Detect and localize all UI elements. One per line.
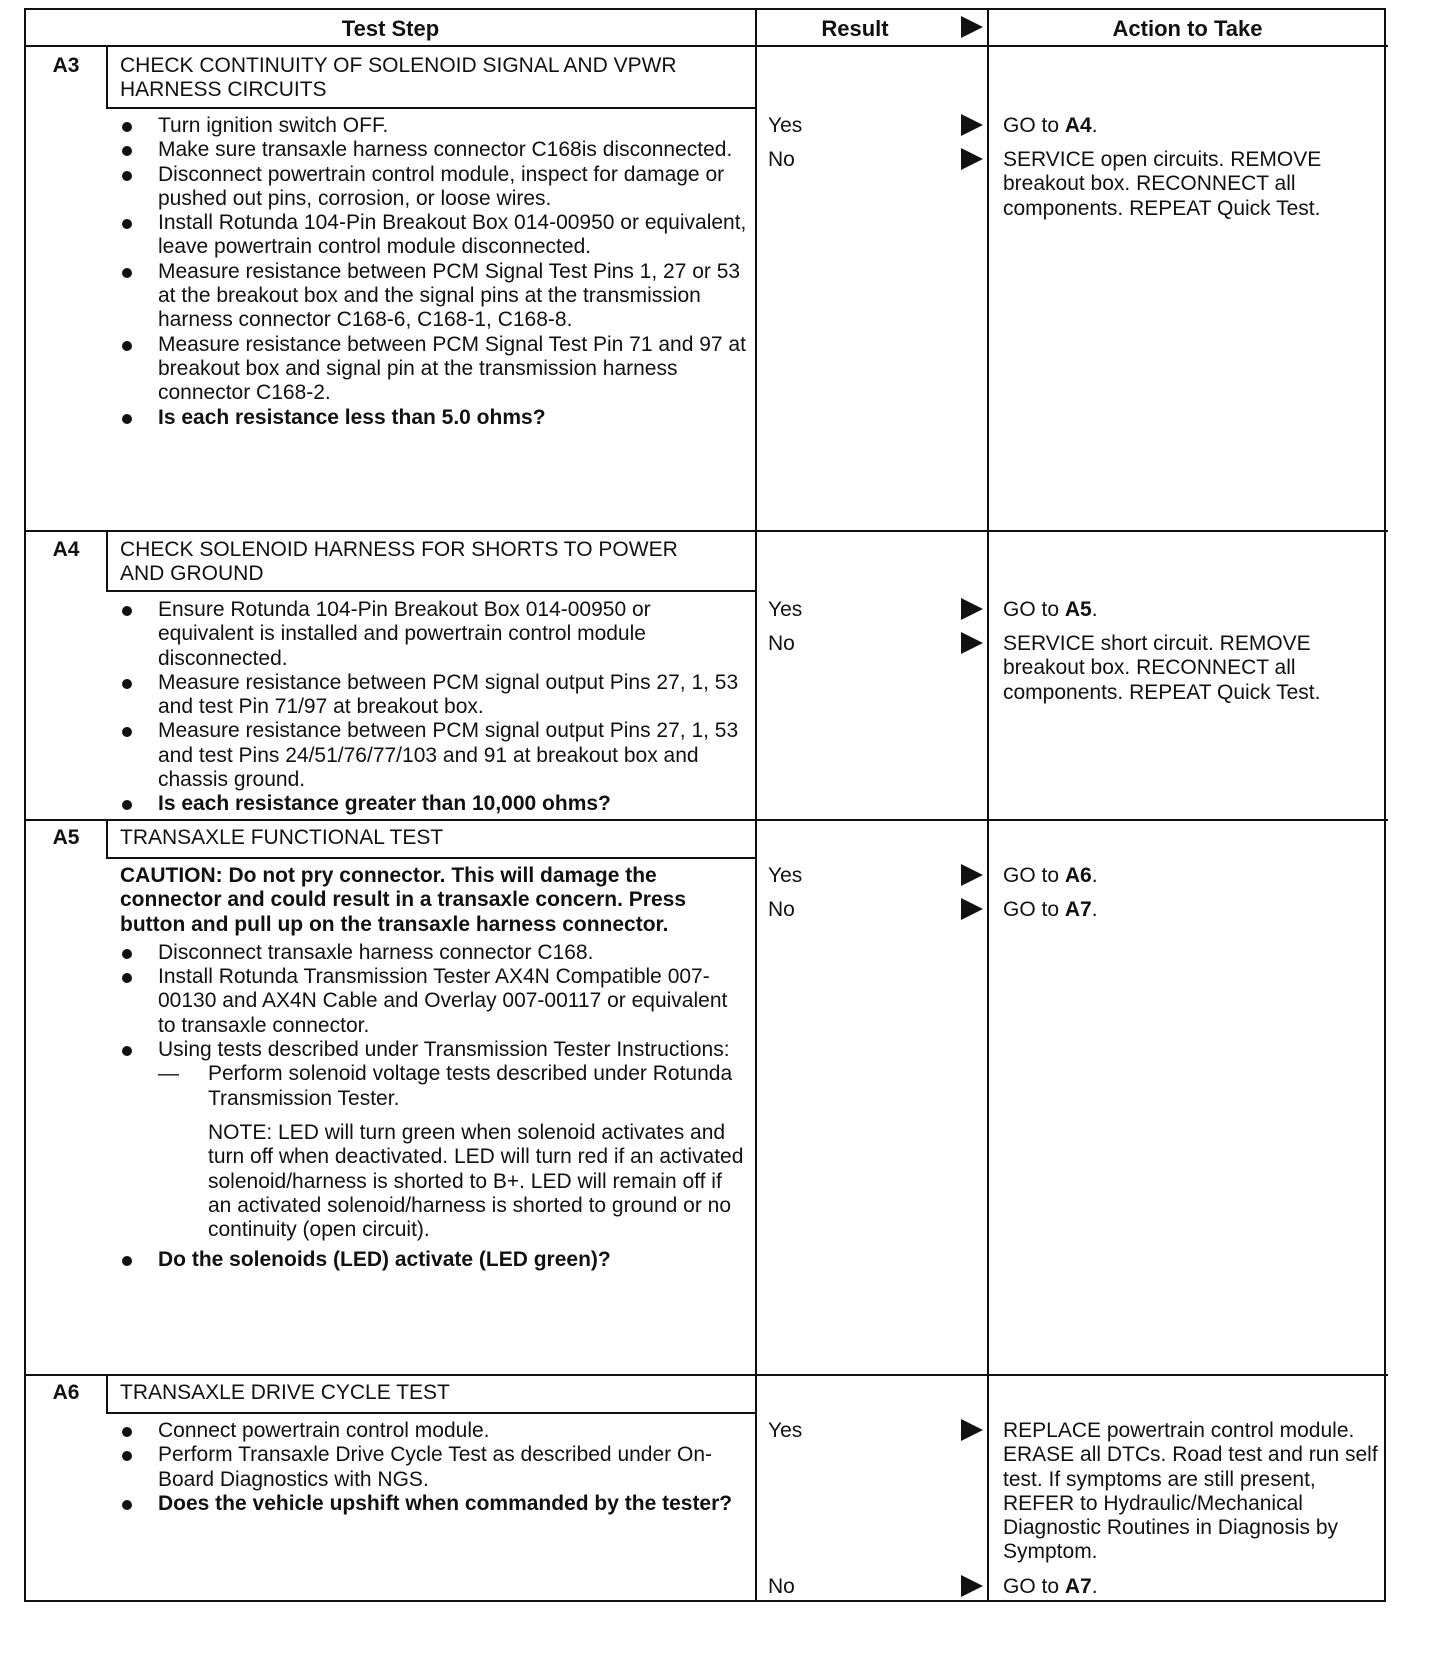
diagnostic-table [24, 8, 1386, 1602]
action-target: A4 [1064, 114, 1092, 137]
list-item: Measure resistance between PCM Signal Test Pins 1, 27 or 53 at the breakout box and the signal pins at the transmission harness connector C168-6, C168-1, C168-8. [120, 260, 750, 333]
list-item: Measure resistance between PCM signal output Pins 27, 1, 53 and test Pins 24/51/76/77/103 and 91 at breakout box and chassis ground. [120, 719, 750, 792]
action-no-a6 [1003, 1575, 1388, 1599]
question-a5: Do the solenoids (LED) activate (LED green)? [120, 1248, 750, 1272]
step-body-a3 [120, 114, 750, 430]
action-text: . [1091, 114, 1098, 137]
action-target: A6 [1064, 864, 1092, 887]
step-body-a5 [120, 864, 750, 1273]
action-text: GO to [1003, 898, 1065, 921]
row-divider-a4 [26, 819, 1388, 821]
step-title-a6: TRANSAXLE DRIVE CYCLE TEST [120, 1381, 450, 1404]
result-no-a6: No [768, 1575, 795, 1598]
list-item: Install Rotunda Transmission Tester AX4N Compatible 007-00130 and AX4N Cable and Overlay 007-00117 or equivalent to transaxle connector. [120, 965, 750, 1038]
result-arrow-icon [961, 114, 983, 136]
result-yes-a3: Yes [768, 114, 803, 137]
result-arrow-icon [961, 148, 983, 170]
result-arrow-icon [961, 598, 983, 620]
sub-item: — Perform solenoid voltage tests described under Rotunda Transmission Tester. [120, 1062, 750, 1111]
list-item: Ensure Rotunda 104-Pin Breakout Box 014-00950 or equivalent is installed and powertrain control module disconnected. [120, 598, 750, 671]
result-no-a3: No [768, 148, 795, 171]
result-arrow-icon [961, 632, 983, 654]
action-text: GO to [1003, 1575, 1065, 1598]
action-yes-a3 [1003, 114, 1388, 138]
list-item: Disconnect transaxle harness connector C168. [120, 941, 750, 965]
action-text: GO to [1003, 114, 1065, 137]
action-target: A5 [1064, 598, 1092, 621]
action-yes-a5 [1003, 864, 1388, 888]
header-result: Result [821, 16, 889, 41]
list-item: Install Rotunda 104-Pin Breakout Box 014-00950 or equivalent, leave powertrain control module disconnected. [120, 211, 750, 260]
result-yes-a6: Yes [768, 1419, 803, 1442]
title-divider-a3 [106, 107, 755, 109]
result-arrow-icon [961, 1419, 983, 1441]
header-divider [26, 45, 1388, 47]
list-item: Measure resistance between PCM Signal Test Pin 71 and 97 at breakout box and signal pin at the transmission harness connector C168-2. [120, 333, 750, 406]
action-text: GO to [1003, 598, 1065, 621]
list-item: Measure resistance between PCM signal output Pins 27, 1, 53 and test Pin 71/97 at breakout box. [120, 671, 750, 720]
id-divider-a6 [106, 1374, 108, 1412]
list-item: Make sure transaxle harness connector C168is disconnected. [120, 138, 750, 162]
id-divider-a3 [106, 45, 108, 107]
header-arrow-icon [961, 16, 983, 38]
step-title-a4: CHECK SOLENOID HARNESS FOR SHORTS TO POWER AND GROUND [120, 538, 678, 585]
row-divider-a5 [26, 1374, 1388, 1376]
result-arrow-icon [961, 1575, 983, 1597]
step-body-a6 [120, 1419, 750, 1516]
step-title-a3: CHECK CONTINUITY OF SOLENOID SIGNAL AND VPWR HARNESS CIRCUITS [120, 54, 677, 101]
col-divider-action [987, 10, 989, 1600]
row-divider-a3 [26, 530, 1388, 532]
result-arrow-icon [961, 864, 983, 886]
result-arrow-icon [961, 898, 983, 920]
question-a6: Does the vehicle upshift when commanded by the tester? [120, 1492, 750, 1516]
step-id-a5: A5 [52, 826, 80, 849]
action-text: . [1091, 898, 1098, 921]
note-text: NOTE: LED will turn green when solenoid activates and turn off when deactivated. LED will turn red if an activated solenoid/harness is shorted to B+. LED will remain off if an activated solenoid/harness is shorted to ground or no continuity (open circuit). [208, 1120, 744, 1242]
result-no-a5: No [768, 898, 795, 921]
action-text: . [1091, 864, 1098, 887]
action-text: . [1091, 598, 1098, 621]
list-item: Using tests described under Transmission Tester Instructions: [120, 1038, 750, 1062]
action-target: A7 [1064, 898, 1092, 921]
step-body-a4 [120, 598, 750, 817]
result-yes-a5: Yes [768, 864, 803, 887]
step-title-a5: TRANSAXLE FUNCTIONAL TEST [120, 826, 444, 849]
action-no-a3: SERVICE open circuits. REMOVE breakout box. RECONNECT all components. REPEAT Quick Test. [1003, 148, 1322, 220]
question-a3: Is each resistance less than 5.0 ohms? [120, 406, 750, 430]
action-text: . [1091, 1575, 1098, 1598]
col-divider-result [755, 10, 757, 1600]
action-no-a4: SERVICE short circuit. REMOVE breakout box. RECONNECT all components. REPEAT Quick Test. [1003, 632, 1321, 704]
action-yes-a4 [1003, 598, 1388, 622]
result-no-a4: No [768, 632, 795, 655]
result-yes-a4: Yes [768, 598, 803, 621]
question-a4: Is each resistance greater than 10,000 ohms? [120, 792, 750, 816]
title-divider-a4 [106, 590, 755, 592]
list-item: Turn ignition switch OFF. [120, 114, 750, 138]
id-divider-a4 [106, 530, 108, 590]
action-target: A7 [1064, 1575, 1092, 1598]
step-id-a6: A6 [52, 1381, 80, 1404]
action-text: GO to [1003, 864, 1065, 887]
title-divider-a5 [106, 857, 755, 859]
action-yes-a6: REPLACE powertrain control module. ERASE all DTCs. Road test and run self test. If symptoms are still present, REFER to Hydraulic/Mechanical Diagnostic Routines in Diagnosis by Symptom. [1003, 1419, 1378, 1564]
step-id-a3: A3 [52, 54, 80, 77]
list-item: Disconnect powertrain control module, inspect for damage or pushed out pins, corrosion, or loose wires. [120, 163, 750, 212]
action-no-a5 [1003, 898, 1388, 922]
caution-text: CAUTION: Do not pry connector. This will damage the connector and could result in a transaxle concern. Press button and pull up on the transaxle harness connector. [120, 864, 687, 936]
header-action: Action to Take [1112, 16, 1263, 41]
header-test-step: Test Step [341, 16, 440, 41]
title-divider-a6 [106, 1412, 755, 1414]
id-divider-a5 [106, 819, 108, 857]
list-item: Connect powertrain control module. [120, 1419, 750, 1443]
list-item: Perform Transaxle Drive Cycle Test as described under On-Board Diagnostics with NGS. [120, 1443, 750, 1492]
step-id-a4: A4 [52, 538, 80, 561]
